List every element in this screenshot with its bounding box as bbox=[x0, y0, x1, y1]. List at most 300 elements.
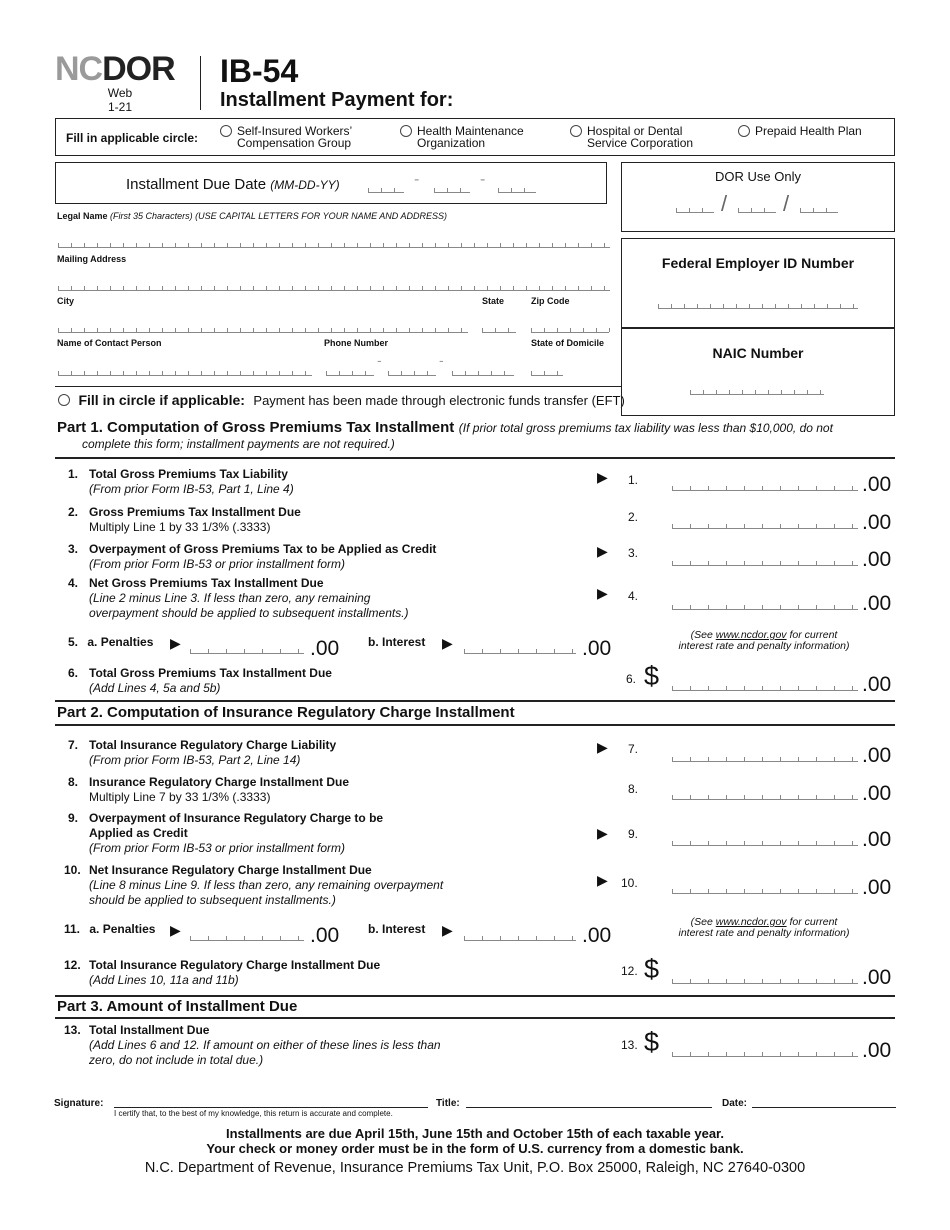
due-date-label: Installment Due Date (MM-DD-YY) bbox=[126, 176, 340, 193]
mailing-address-field[interactable] bbox=[58, 283, 610, 291]
comb-tick bbox=[690, 979, 691, 983]
comb-tick bbox=[487, 286, 488, 290]
signature-label: Signature: bbox=[54, 1098, 104, 1109]
comb-tick bbox=[764, 208, 765, 212]
comb-tick bbox=[708, 486, 709, 490]
comb-tick bbox=[729, 390, 730, 394]
comb-tick bbox=[352, 371, 353, 375]
dollar-sign: $ bbox=[644, 1027, 660, 1057]
comb-tick bbox=[800, 208, 801, 212]
city-field[interactable] bbox=[58, 325, 468, 333]
line-4-amount[interactable] bbox=[672, 600, 858, 610]
comb-tick bbox=[175, 328, 176, 332]
comb-tick bbox=[814, 304, 815, 308]
comb-tick bbox=[672, 605, 673, 609]
comb-tick bbox=[318, 243, 319, 247]
comb-tick bbox=[71, 328, 72, 332]
comb-tick bbox=[266, 243, 267, 247]
comb-tick bbox=[266, 328, 267, 332]
comb-tick bbox=[565, 243, 566, 247]
comb-tick bbox=[798, 841, 799, 845]
comb-tick bbox=[702, 208, 703, 212]
legal-name-label: Legal Name (First 35 Characters) (USE CAPITAL LETTERS FOR YOUR NAME AND ADDRESS) bbox=[57, 211, 447, 221]
comb-tick bbox=[672, 979, 673, 983]
comb-tick bbox=[781, 390, 782, 394]
comb-tick bbox=[318, 328, 319, 332]
comb-tick bbox=[162, 328, 163, 332]
comb-tick bbox=[208, 649, 209, 653]
comb-tick bbox=[500, 936, 501, 940]
comb-tick bbox=[834, 979, 835, 983]
dor-use-only-box: DOR Use Only / / bbox=[621, 162, 895, 232]
radio-circle-icon[interactable] bbox=[400, 125, 412, 137]
comb-tick bbox=[422, 328, 423, 332]
zip-field[interactable] bbox=[531, 325, 609, 333]
state-field[interactable] bbox=[482, 325, 516, 333]
comb-tick bbox=[149, 371, 150, 375]
comb-tick bbox=[513, 286, 514, 290]
comb-tick bbox=[834, 524, 835, 528]
comb-tick bbox=[526, 243, 527, 247]
comb-tick bbox=[788, 304, 789, 308]
see-note-2: (See www.ncdor.gov for current interest rate and penalty information) bbox=[678, 916, 850, 939]
comb-tick bbox=[427, 371, 428, 375]
comb-tick bbox=[326, 371, 327, 375]
arrow-icon: ▶ bbox=[597, 543, 608, 559]
comb-tick bbox=[780, 1052, 781, 1056]
line-5a-amount[interactable] bbox=[190, 644, 304, 654]
comb-tick bbox=[744, 524, 745, 528]
comb-tick bbox=[780, 524, 781, 528]
comb-tick bbox=[744, 486, 745, 490]
comb-tick bbox=[175, 371, 176, 375]
comb-tick bbox=[84, 371, 85, 375]
due-year-field[interactable] bbox=[498, 185, 536, 193]
comb-tick bbox=[344, 286, 345, 290]
comb-tick bbox=[97, 328, 98, 332]
comb-tick bbox=[201, 371, 202, 375]
comb-tick bbox=[318, 286, 319, 290]
line-11a-amount[interactable] bbox=[190, 931, 304, 941]
dor-use-only-label: DOR Use Only bbox=[715, 169, 801, 184]
domicile-field[interactable] bbox=[531, 368, 563, 376]
comb-tick bbox=[762, 605, 763, 609]
header-divider bbox=[200, 56, 201, 110]
comb-tick bbox=[853, 304, 854, 308]
comb-tick bbox=[816, 1052, 817, 1056]
arrow-icon: ▶ bbox=[597, 872, 608, 888]
comb-tick bbox=[526, 286, 527, 290]
comb-tick bbox=[672, 486, 673, 490]
phone-line-field[interactable] bbox=[452, 368, 514, 376]
arrow-icon: ▶ bbox=[170, 635, 181, 651]
comb-tick bbox=[482, 936, 483, 940]
legal-name-field[interactable] bbox=[58, 240, 610, 248]
line-11b-amount[interactable] bbox=[464, 931, 576, 941]
comb-tick bbox=[298, 936, 299, 940]
comb-tick bbox=[262, 936, 263, 940]
comb-tick bbox=[816, 841, 817, 845]
comb-tick bbox=[58, 371, 59, 375]
comb-tick bbox=[368, 188, 369, 192]
comb-tick bbox=[798, 1052, 799, 1056]
state-label: State bbox=[482, 296, 505, 306]
comb-tick bbox=[816, 524, 817, 528]
comb-tick bbox=[780, 561, 781, 565]
comb-tick bbox=[708, 841, 709, 845]
comb-tick bbox=[388, 371, 389, 375]
comb-tick bbox=[834, 1052, 835, 1056]
comb-tick bbox=[383, 243, 384, 247]
line-10-amount[interactable] bbox=[672, 884, 858, 894]
comb-tick bbox=[409, 328, 410, 332]
comb-tick bbox=[531, 328, 532, 332]
comb-tick bbox=[708, 1052, 709, 1056]
comb-tick bbox=[762, 561, 763, 565]
arrow-icon: ▶ bbox=[442, 922, 453, 938]
comb-tick bbox=[292, 328, 293, 332]
dollar-sign: $ bbox=[644, 661, 660, 691]
comb-tick bbox=[280, 936, 281, 940]
comb-tick bbox=[798, 757, 799, 761]
comb-tick bbox=[401, 371, 402, 375]
line-12: 12. Total Insurance Regulatory Charge Installment Due (Add Lines 10, 11a and 11b) bbox=[64, 958, 381, 987]
comb-tick bbox=[744, 841, 745, 845]
arrow-icon: ▶ bbox=[597, 469, 608, 485]
comb-tick bbox=[780, 841, 781, 845]
comb-tick bbox=[801, 304, 802, 308]
zip-label: Zip Code bbox=[531, 296, 570, 306]
comb-tick bbox=[487, 243, 488, 247]
comb-tick bbox=[672, 841, 673, 845]
comb-tick bbox=[370, 243, 371, 247]
comb-tick bbox=[565, 286, 566, 290]
comb-tick bbox=[738, 208, 739, 212]
comb-tick bbox=[672, 686, 673, 690]
line-5b-amount[interactable] bbox=[464, 644, 576, 654]
comb-tick bbox=[816, 561, 817, 565]
line-13-amount[interactable] bbox=[672, 1047, 858, 1057]
fein-naic-box bbox=[621, 238, 895, 416]
comb-tick bbox=[298, 649, 299, 653]
certify-text: I certify that, to the best of my knowledge, this return is accurate and complete. bbox=[114, 1109, 393, 1118]
comb-tick bbox=[762, 889, 763, 893]
comb-tick bbox=[214, 286, 215, 290]
line-9-amount[interactable] bbox=[672, 836, 858, 846]
comb-tick bbox=[504, 371, 505, 375]
comb-tick bbox=[536, 936, 537, 940]
line-7: 7. Total Insurance Regulatory Charge Liability (From prior Form IB-53, Part 2, Line 14) bbox=[68, 738, 337, 767]
comb-tick bbox=[357, 328, 358, 332]
comb-tick bbox=[84, 286, 85, 290]
form-id: IB-54 bbox=[220, 53, 299, 89]
comb-tick bbox=[816, 486, 817, 490]
comb-tick bbox=[396, 243, 397, 247]
line-1-amount[interactable] bbox=[672, 481, 858, 491]
comb-tick bbox=[834, 889, 835, 893]
comb-tick bbox=[816, 795, 817, 799]
comb-tick bbox=[464, 936, 465, 940]
comb-tick bbox=[227, 243, 228, 247]
line-7-amount[interactable] bbox=[672, 752, 858, 762]
phone-area-field[interactable] bbox=[326, 368, 374, 376]
comb-tick bbox=[726, 524, 727, 528]
form-title: Installment Payment for: bbox=[220, 89, 454, 111]
comb-tick bbox=[58, 328, 59, 332]
comb-tick bbox=[292, 371, 293, 375]
comb-tick bbox=[266, 286, 267, 290]
phone-label: Phone Number bbox=[324, 338, 389, 348]
fein-label: Federal Employer ID Number bbox=[661, 255, 855, 271]
logo-sub: Web 1-21 bbox=[107, 86, 133, 114]
comb-tick bbox=[762, 524, 763, 528]
comb-tick bbox=[414, 371, 415, 375]
comb-tick bbox=[149, 243, 150, 247]
line-3: 3. Overpayment of Gross Premiums Tax to be Applied as Credit (From prior Form IB-53 or prior installment form) bbox=[68, 542, 437, 571]
comb-tick bbox=[755, 390, 756, 394]
comb-tick bbox=[672, 795, 673, 799]
comb-tick bbox=[447, 188, 448, 192]
comb-tick bbox=[690, 841, 691, 845]
comb-tick bbox=[201, 286, 202, 290]
comb-tick bbox=[422, 286, 423, 290]
comb-tick bbox=[123, 286, 124, 290]
comb-tick bbox=[240, 286, 241, 290]
comb-tick bbox=[539, 286, 540, 290]
comb-tick bbox=[136, 328, 137, 332]
comb-tick bbox=[609, 328, 610, 332]
comb-tick bbox=[491, 371, 492, 375]
comb-tick bbox=[798, 889, 799, 893]
comb-tick bbox=[690, 486, 691, 490]
comb-tick bbox=[826, 208, 827, 212]
comb-tick bbox=[554, 936, 555, 940]
comb-tick bbox=[123, 243, 124, 247]
comb-tick bbox=[461, 328, 462, 332]
phone-prefix-field[interactable] bbox=[388, 368, 436, 376]
comb-tick bbox=[136, 371, 137, 375]
part2-header: Part 2. Computation of Insurance Regulatory Charge Installment bbox=[57, 704, 515, 721]
comb-tick bbox=[726, 757, 727, 761]
comb-tick bbox=[708, 524, 709, 528]
comb-tick bbox=[852, 605, 853, 609]
comb-tick bbox=[744, 979, 745, 983]
comb-tick bbox=[226, 649, 227, 653]
comb-tick bbox=[71, 371, 72, 375]
comb-tick bbox=[708, 795, 709, 799]
radio-circle-icon[interactable] bbox=[58, 394, 70, 406]
comb-tick bbox=[478, 371, 479, 375]
comb-tick bbox=[726, 561, 727, 565]
comb-tick bbox=[339, 371, 340, 375]
comb-tick bbox=[726, 795, 727, 799]
comb-tick bbox=[188, 286, 189, 290]
comb-tick bbox=[136, 243, 137, 247]
comb-tick bbox=[253, 243, 254, 247]
comb-tick bbox=[253, 286, 254, 290]
comb-tick bbox=[448, 328, 449, 332]
comb-tick bbox=[394, 188, 395, 192]
comb-tick bbox=[452, 371, 453, 375]
comb-tick bbox=[539, 243, 540, 247]
comb-tick bbox=[780, 979, 781, 983]
comb-tick bbox=[500, 286, 501, 290]
comb-tick bbox=[690, 1052, 691, 1056]
comb-tick bbox=[744, 889, 745, 893]
comb-tick bbox=[188, 328, 189, 332]
line-9: 9. Overpayment of Insurance Regulatory Charge to be Applied as Credit (From prior Form IB-53 or prior installment form) bbox=[68, 811, 384, 855]
comb-tick bbox=[500, 649, 501, 653]
contact-label: Name of Contact Person bbox=[57, 338, 162, 348]
comb-tick bbox=[190, 936, 191, 940]
dollar-sign: $ bbox=[644, 954, 660, 984]
comb-tick bbox=[557, 328, 558, 332]
part1-header: Part 1. Computation of Gross Premiums Tax Installment (If prior total gross premiums tax liability was less than $10,000, do not bbox=[57, 419, 833, 436]
comb-tick bbox=[110, 328, 111, 332]
comb-tick bbox=[816, 757, 817, 761]
comb-tick bbox=[578, 286, 579, 290]
line-3-amount[interactable] bbox=[672, 556, 858, 566]
line-11: 11. a. Penalties bbox=[64, 922, 156, 936]
comb-tick bbox=[280, 649, 281, 653]
comb-tick bbox=[816, 979, 817, 983]
comb-tick bbox=[244, 649, 245, 653]
comb-tick bbox=[672, 1052, 673, 1056]
comb-tick bbox=[813, 208, 814, 212]
comb-tick bbox=[482, 328, 483, 332]
line-8-amount[interactable] bbox=[672, 790, 858, 800]
ncdor-link[interactable]: www.ncdor.gov bbox=[715, 916, 787, 928]
comb-tick bbox=[435, 286, 436, 290]
comb-tick bbox=[742, 390, 743, 394]
comb-tick bbox=[552, 243, 553, 247]
comb-tick bbox=[798, 795, 799, 799]
line-2-amount[interactable] bbox=[672, 519, 858, 529]
comb-tick bbox=[672, 561, 673, 565]
comb-tick bbox=[798, 524, 799, 528]
comb-tick bbox=[511, 188, 512, 192]
radio-circle-icon[interactable] bbox=[570, 125, 582, 137]
comb-tick bbox=[97, 371, 98, 375]
comb-tick bbox=[780, 605, 781, 609]
footer-address: N.C. Department of Revenue, Insurance Premiums Tax Unit, P.O. Box 25000, Raleigh, NC 27640-0300 bbox=[144, 1160, 806, 1176]
comb-tick bbox=[465, 371, 466, 375]
comb-tick bbox=[370, 286, 371, 290]
comb-tick bbox=[690, 686, 691, 690]
comb-tick bbox=[162, 371, 163, 375]
comb-tick bbox=[188, 371, 189, 375]
comb-tick bbox=[448, 286, 449, 290]
comb-tick bbox=[852, 486, 853, 490]
ncdor-link[interactable]: www.ncdor.gov bbox=[715, 629, 787, 641]
comb-tick bbox=[726, 841, 727, 845]
arrow-icon: ▶ bbox=[597, 739, 608, 755]
comb-tick bbox=[726, 486, 727, 490]
see-note-1: (See www.ncdor.gov for current interest rate and penalty information) bbox=[678, 629, 850, 652]
comb-tick bbox=[834, 561, 835, 565]
comb-tick bbox=[448, 243, 449, 247]
line-4: 4. Net Gross Premiums Tax Installment Due (Line 2 minus Line 3. If less than zero, any remaining overpayment should be applied to subsequent installments.) bbox=[68, 576, 409, 620]
fein-field[interactable] bbox=[658, 301, 858, 309]
comb-tick bbox=[305, 371, 306, 375]
comb-tick bbox=[381, 188, 382, 192]
due-day-field[interactable] bbox=[434, 185, 470, 193]
comb-tick bbox=[188, 243, 189, 247]
comb-tick bbox=[852, 1052, 853, 1056]
comb-tick bbox=[244, 936, 245, 940]
comb-tick bbox=[852, 757, 853, 761]
naic-field[interactable] bbox=[690, 387, 824, 395]
line-6-amount[interactable] bbox=[672, 681, 858, 691]
comb-tick bbox=[518, 936, 519, 940]
naic-label: NAIC Number bbox=[712, 345, 804, 361]
contact-field[interactable] bbox=[58, 368, 312, 376]
comb-tick bbox=[518, 649, 519, 653]
comb-tick bbox=[110, 371, 111, 375]
comb-tick bbox=[266, 371, 267, 375]
comb-tick bbox=[123, 371, 124, 375]
comb-tick bbox=[780, 486, 781, 490]
comb-tick bbox=[344, 243, 345, 247]
comb-tick bbox=[84, 328, 85, 332]
comb-tick bbox=[227, 286, 228, 290]
comb-tick bbox=[201, 328, 202, 332]
comb-tick bbox=[331, 243, 332, 247]
title-field[interactable] bbox=[466, 1107, 712, 1108]
comb-tick bbox=[383, 286, 384, 290]
comb-tick bbox=[780, 757, 781, 761]
entity-type-box: Fill in applicable circle: Self-Insured Workers’ Compensation Group Health Maintenance Organization Hospital or Dental Service Corporation Prepaid Health Plan bbox=[55, 118, 895, 156]
due-month-field[interactable] bbox=[368, 185, 404, 193]
comb-tick bbox=[71, 286, 72, 290]
city-label: City bbox=[57, 296, 75, 306]
comb-tick bbox=[305, 243, 306, 247]
comb-tick bbox=[383, 328, 384, 332]
line-5: 5. a. Penalties bbox=[68, 635, 154, 649]
part3-header: Part 3. Amount of Installment Due bbox=[57, 998, 298, 1015]
dor-field-3 bbox=[800, 205, 838, 213]
comb-tick bbox=[762, 304, 763, 308]
comb-tick bbox=[331, 286, 332, 290]
comb-tick bbox=[578, 243, 579, 247]
date-field[interactable] bbox=[752, 1107, 896, 1108]
comb-tick bbox=[672, 524, 673, 528]
comb-tick bbox=[840, 304, 841, 308]
comb-tick bbox=[798, 979, 799, 983]
comb-tick bbox=[513, 243, 514, 247]
comb-tick bbox=[744, 686, 745, 690]
line-12-amount[interactable] bbox=[672, 974, 858, 984]
comb-tick bbox=[726, 605, 727, 609]
radio-circle-icon[interactable] bbox=[220, 125, 232, 137]
comb-tick bbox=[292, 286, 293, 290]
signature-field[interactable] bbox=[114, 1107, 428, 1108]
comb-tick bbox=[149, 328, 150, 332]
radio-circle-icon[interactable] bbox=[738, 125, 750, 137]
comb-tick bbox=[461, 286, 462, 290]
comb-tick bbox=[780, 889, 781, 893]
line-1: 1. Total Gross Premiums Tax Liability (From prior Form IB-53, Part 1, Line 4) bbox=[68, 467, 294, 496]
comb-tick bbox=[162, 243, 163, 247]
comb-tick bbox=[708, 686, 709, 690]
comb-tick bbox=[690, 889, 691, 893]
comb-tick bbox=[744, 1052, 745, 1056]
comb-tick bbox=[690, 605, 691, 609]
eft-option[interactable]: Fill in circle if applicable: Payment has been made through electronic funds transfer (EFT) bbox=[58, 392, 625, 410]
date-label: Date: bbox=[722, 1098, 748, 1109]
comb-tick bbox=[798, 561, 799, 565]
comb-tick bbox=[762, 979, 763, 983]
